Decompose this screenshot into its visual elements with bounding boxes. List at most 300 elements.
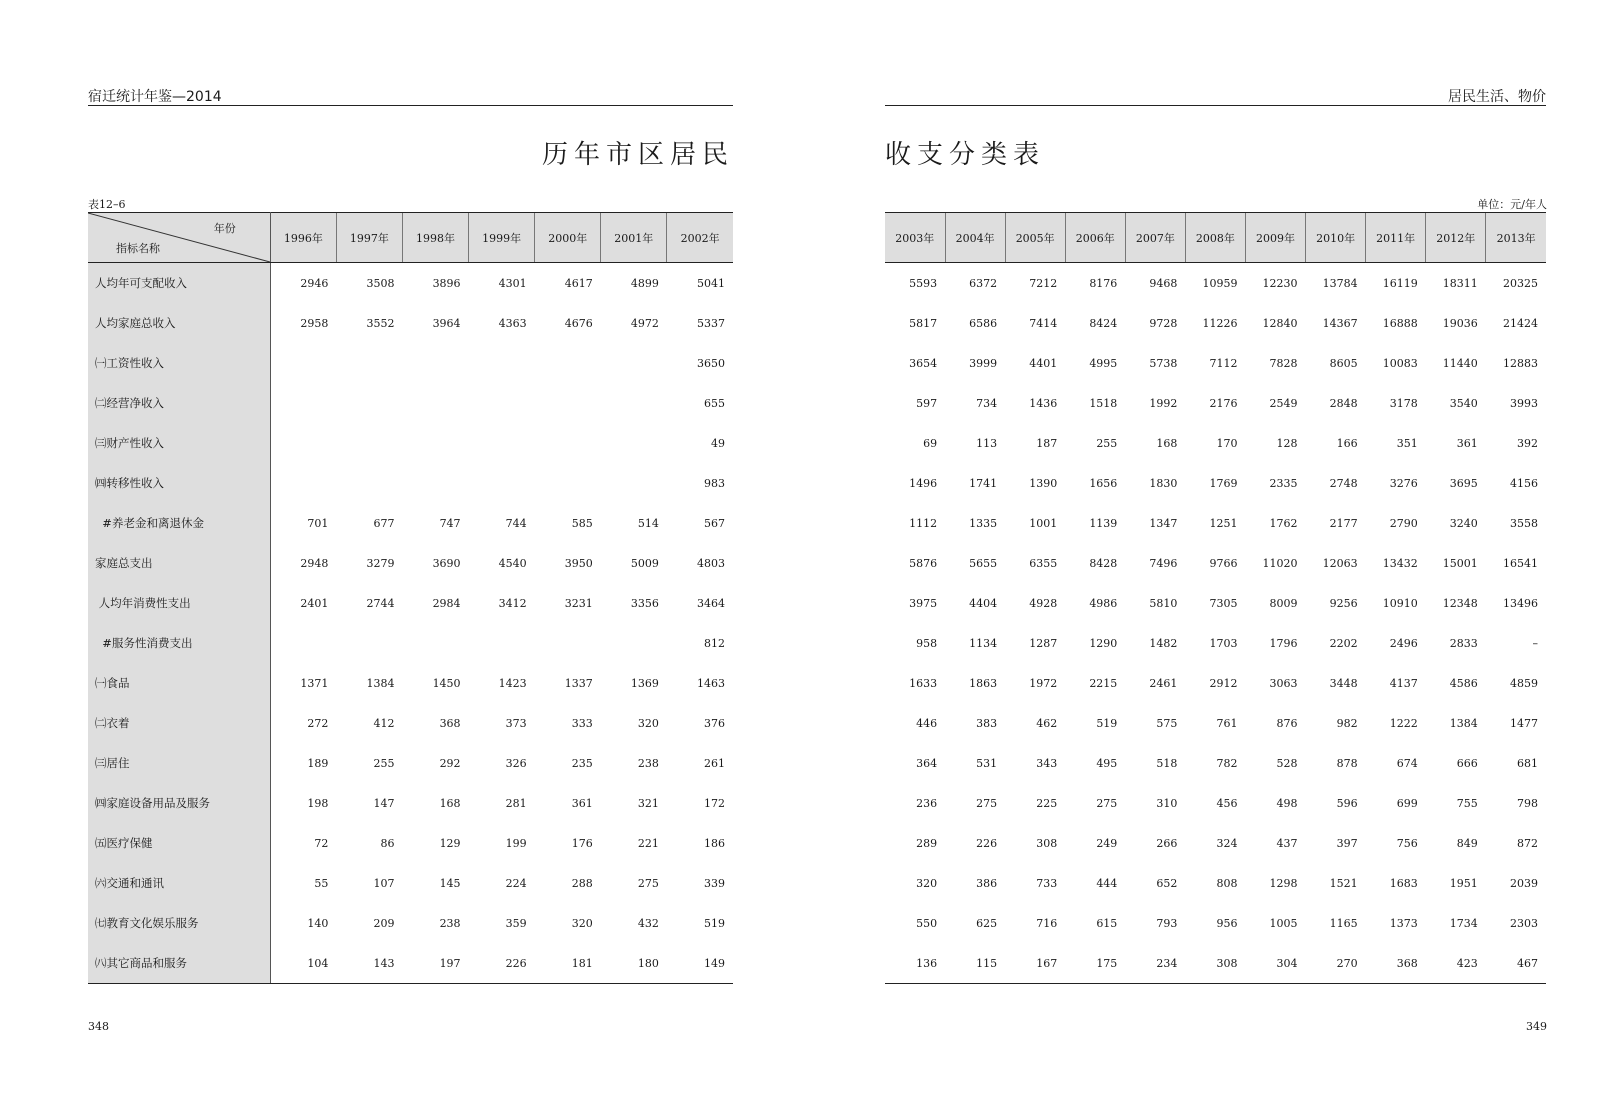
data-cell: 392: [1517, 436, 1538, 450]
table-row: [88, 863, 733, 903]
data-cell: 2948: [300, 556, 329, 570]
data-cell: 9256: [1329, 596, 1358, 610]
data-cell: 1477: [1510, 716, 1538, 730]
data-cell: 615: [1096, 916, 1118, 930]
data-cell: 444: [1096, 876, 1118, 890]
data-cell: [469, 423, 535, 463]
data-cell: 3964: [432, 316, 461, 330]
data-cell: 3412: [498, 596, 527, 610]
data-cell: 383: [976, 716, 998, 730]
data-cell: 495: [1096, 756, 1118, 770]
data-cell: 320: [916, 876, 938, 890]
data-cell: 519: [1096, 716, 1118, 730]
data-cell: 2461: [1149, 676, 1178, 690]
year-header: 2001年: [601, 213, 667, 263]
data-cell: 143: [336, 943, 402, 984]
data-cell: 234: [1125, 943, 1185, 984]
year-header: 1997年: [336, 213, 402, 263]
data-cell: 11020: [1262, 556, 1298, 570]
table-row: [88, 783, 733, 823]
data-cell: 136: [885, 943, 945, 984]
data-cell: 2401: [300, 596, 329, 610]
data-cell: [270, 463, 336, 503]
data-cell: 10910: [1382, 596, 1418, 610]
data-cell: 199: [505, 836, 527, 850]
data-cell: 798: [1517, 796, 1538, 810]
table-row: [885, 463, 1546, 503]
row-label: ㈣家庭设备用品及服务: [88, 783, 270, 823]
data-cell: 8009: [1269, 596, 1298, 610]
running-head-chapter: 居民生活、物价: [1448, 89, 1546, 105]
data-cell: 793: [1156, 916, 1178, 930]
data-cell: 1463: [697, 676, 725, 690]
data-cell: 2946: [300, 276, 329, 290]
data-cell: 107: [373, 876, 395, 890]
data-cell: [601, 343, 667, 383]
year-header: 2013年: [1486, 213, 1546, 263]
data-cell: 15001: [1442, 556, 1478, 570]
data-cell: 12063: [1322, 556, 1358, 570]
data-cell: 2984: [432, 596, 461, 610]
table-row: [88, 263, 733, 304]
data-cell: 808: [1216, 876, 1238, 890]
data-cell: 1112: [909, 516, 938, 530]
right-data-table: [885, 212, 1546, 984]
table-row: [885, 263, 1546, 304]
data-cell: [336, 623, 402, 663]
data-cell: 368: [1366, 943, 1426, 984]
data-cell: 1496: [909, 476, 938, 490]
data-cell: 5337: [697, 316, 725, 330]
data-cell: [535, 423, 601, 463]
data-cell: 1134: [969, 636, 998, 650]
data-cell: 9766: [1209, 556, 1238, 570]
data-cell: 1741: [969, 476, 998, 490]
corner-indicator-label: 指标名称: [116, 242, 160, 255]
data-cell: 956: [1216, 916, 1238, 930]
data-cell: 716: [1036, 916, 1058, 930]
data-cell: 514: [637, 516, 659, 530]
data-cell: 1769: [1209, 476, 1238, 490]
data-cell: 467: [1486, 943, 1546, 984]
data-cell: 575: [1156, 716, 1178, 730]
data-cell: 456: [1216, 796, 1238, 810]
data-cell: 3240: [1449, 516, 1478, 530]
data-cell: 2202: [1329, 636, 1358, 650]
data-cell: 4137: [1389, 676, 1418, 690]
data-cell: 197: [402, 943, 468, 984]
table-row: [885, 703, 1546, 743]
data-cell: 198: [307, 796, 329, 810]
corner-year-label: 年份: [213, 222, 236, 235]
year-header: 2009年: [1245, 213, 1305, 263]
data-cell: 1373: [1389, 916, 1418, 930]
data-cell: 16888: [1382, 316, 1418, 330]
data-cell: 4803: [697, 556, 725, 570]
data-cell: 462: [1036, 716, 1058, 730]
data-cell: 339: [704, 876, 725, 890]
data-cell: 2039: [1510, 876, 1538, 890]
data-cell: 373: [505, 716, 527, 730]
data-cell: 666: [1456, 756, 1478, 770]
data-cell: 1423: [498, 676, 527, 690]
data-cell: 226: [469, 943, 535, 984]
data-cell: 567: [704, 516, 725, 530]
data-cell: 3654: [909, 356, 938, 370]
data-cell: 364: [916, 756, 938, 770]
right-page: [804, 0, 1609, 1099]
data-cell: 1436: [1029, 396, 1058, 410]
data-cell: 16541: [1503, 556, 1538, 570]
year-header: 2005年: [1005, 213, 1065, 263]
data-cell: 167: [1005, 943, 1065, 984]
data-cell: [469, 383, 535, 423]
data-cell: 958: [916, 636, 938, 650]
data-cell: 255: [373, 756, 395, 770]
data-cell: 2176: [1209, 396, 1238, 410]
data-cell: 224: [505, 876, 527, 890]
data-cell: 321: [637, 796, 659, 810]
data-cell: 734: [976, 396, 998, 410]
data-cell: 221: [637, 836, 659, 850]
data-cell: [469, 463, 535, 503]
table-row: [885, 903, 1546, 943]
data-cell: [270, 423, 336, 463]
data-cell: 983: [704, 476, 725, 490]
table-row: [88, 583, 733, 623]
table-row: [885, 783, 1546, 823]
table-row: [88, 943, 733, 984]
data-cell: 326: [505, 756, 527, 770]
data-cell: 2549: [1269, 396, 1298, 410]
data-cell: 225: [1036, 796, 1058, 810]
data-cell: [402, 343, 468, 383]
left-data-table: [88, 212, 733, 984]
data-cell: 49: [711, 436, 725, 450]
data-cell: 1335: [969, 516, 998, 530]
data-cell: 20325: [1503, 276, 1538, 290]
data-cell: 11440: [1442, 356, 1478, 370]
data-cell: 1863: [969, 676, 998, 690]
data-cell: 310: [1156, 796, 1178, 810]
data-cell: 4156: [1510, 476, 1538, 490]
data-cell: 12840: [1262, 316, 1298, 330]
table-row: [885, 743, 1546, 783]
data-cell: 1005: [1269, 916, 1298, 930]
data-cell: [270, 343, 336, 383]
data-cell: [402, 383, 468, 423]
table-row: [88, 823, 733, 863]
data-cell: 1830: [1149, 476, 1178, 490]
table-row: [88, 663, 733, 703]
year-header: 2006年: [1065, 213, 1125, 263]
data-cell: 1633: [909, 676, 938, 690]
data-cell: 5810: [1149, 596, 1178, 610]
row-label: 家庭总支出: [88, 543, 270, 583]
data-cell: 1390: [1029, 476, 1058, 490]
data-cell: 69: [923, 436, 938, 450]
data-cell: 4986: [1089, 596, 1118, 610]
data-cell: 166: [1336, 436, 1358, 450]
table-row: [885, 823, 1546, 863]
row-label: ㈦教育文化娱乐服务: [88, 903, 270, 943]
data-cell: 7305: [1209, 596, 1238, 610]
table-title-part-1: 历年市区居民: [541, 140, 734, 170]
data-cell: 189: [307, 756, 329, 770]
data-cell: 5593: [909, 276, 938, 290]
data-cell: 3690: [432, 556, 461, 570]
data-cell: 275: [976, 796, 998, 810]
data-cell: 3993: [1510, 396, 1538, 410]
data-cell: [535, 343, 601, 383]
row-label: 人均家庭总收入: [88, 303, 270, 343]
data-cell: 115: [945, 943, 1005, 984]
data-cell: 376: [704, 716, 725, 730]
data-cell: 5655: [969, 556, 998, 570]
data-cell: 4676: [564, 316, 593, 330]
data-cell: 1482: [1149, 636, 1178, 650]
data-cell: –: [1532, 636, 1538, 650]
data-cell: 4928: [1029, 596, 1058, 610]
row-label: ㈧其它商品和服务: [88, 943, 270, 984]
row-label: ㈤医疗保健: [88, 823, 270, 863]
row-label: ㈢居住: [88, 743, 270, 783]
row-label: #养老金和离退休金: [88, 503, 270, 543]
data-cell: 4404: [969, 596, 998, 610]
table-row: [88, 903, 733, 943]
data-cell: 550: [916, 916, 938, 930]
data-cell: 699: [1396, 796, 1418, 810]
table-row: [88, 503, 733, 543]
data-cell: 4401: [1029, 356, 1058, 370]
data-cell: 5817: [909, 316, 938, 330]
data-cell: 3695: [1449, 476, 1478, 490]
data-cell: 878: [1336, 756, 1358, 770]
data-cell: 1521: [1329, 876, 1358, 890]
data-cell: 1703: [1209, 636, 1238, 650]
year-header: 2007年: [1125, 213, 1185, 263]
data-cell: 876: [1276, 716, 1298, 730]
data-cell: 19036: [1442, 316, 1478, 330]
data-cell: 368: [439, 716, 461, 730]
data-cell: 677: [373, 516, 395, 530]
data-cell: 1298: [1269, 876, 1298, 890]
data-cell: 10083: [1382, 356, 1418, 370]
data-cell: 1165: [1329, 916, 1358, 930]
data-cell: 3276: [1389, 476, 1418, 490]
data-cell: 1001: [1029, 516, 1058, 530]
data-cell: 261: [704, 756, 725, 770]
data-cell: 596: [1336, 796, 1358, 810]
data-cell: 168: [439, 796, 461, 810]
data-cell: 324: [1216, 836, 1238, 850]
row-label: ㈣转移性收入: [88, 463, 270, 503]
data-cell: 1796: [1269, 636, 1298, 650]
data-cell: 209: [373, 916, 395, 930]
page-number: 348: [88, 1020, 109, 1033]
data-cell: 1734: [1449, 916, 1478, 930]
data-cell: 16119: [1382, 276, 1418, 290]
data-cell: [601, 383, 667, 423]
row-label: ㈥交通和通讯: [88, 863, 270, 903]
data-cell: 4899: [630, 276, 659, 290]
data-cell: 761: [1216, 716, 1238, 730]
data-cell: 333: [571, 716, 593, 730]
data-cell: 266: [1156, 836, 1178, 850]
row-label: #服务性消费支出: [88, 623, 270, 663]
data-cell: 128: [1276, 436, 1298, 450]
data-cell: 104: [270, 943, 336, 984]
data-cell: 4859: [1510, 676, 1538, 690]
data-cell: 255: [1096, 436, 1118, 450]
data-cell: 5009: [630, 556, 659, 570]
data-cell: 681: [1517, 756, 1538, 770]
data-cell: 652: [1156, 876, 1178, 890]
table-row: [88, 543, 733, 583]
data-cell: 432: [637, 916, 659, 930]
year-header: 2011年: [1366, 213, 1426, 263]
data-cell: [535, 383, 601, 423]
data-cell: 4301: [498, 276, 527, 290]
data-cell: 3975: [909, 596, 938, 610]
data-cell: 1992: [1149, 396, 1178, 410]
table-row: [88, 623, 733, 663]
data-cell: 3508: [366, 276, 395, 290]
data-cell: 1518: [1089, 396, 1118, 410]
data-cell: 21424: [1503, 316, 1538, 330]
data-cell: 9468: [1149, 276, 1178, 290]
data-cell: [270, 383, 336, 423]
data-cell: 1347: [1149, 516, 1178, 530]
data-cell: 7496: [1149, 556, 1178, 570]
data-cell: 2177: [1329, 516, 1358, 530]
table-row: [885, 863, 1546, 903]
data-cell: 3279: [366, 556, 395, 570]
data-cell: 755: [1456, 796, 1478, 810]
table-row: [885, 663, 1546, 703]
data-cell: [469, 343, 535, 383]
data-cell: 597: [916, 396, 938, 410]
data-cell: 12230: [1262, 276, 1298, 290]
data-cell: 4363: [498, 316, 527, 330]
header-rule: [885, 105, 1546, 106]
data-cell: 14367: [1322, 316, 1358, 330]
data-cell: 1972: [1029, 676, 1058, 690]
table-row: [88, 383, 733, 423]
table-row: [88, 343, 733, 383]
table-row: [88, 703, 733, 743]
data-cell: 3540: [1449, 396, 1478, 410]
data-cell: 304: [1245, 943, 1305, 984]
data-cell: [402, 623, 468, 663]
data-cell: 625: [976, 916, 998, 930]
data-cell: 13496: [1503, 596, 1538, 610]
data-cell: 3063: [1269, 676, 1298, 690]
table-row: [88, 743, 733, 783]
year-header: 2008年: [1185, 213, 1245, 263]
data-cell: 226: [976, 836, 998, 850]
data-cell: 149: [667, 943, 733, 984]
data-cell: [535, 463, 601, 503]
data-cell: [270, 623, 336, 663]
data-cell: 2744: [366, 596, 395, 610]
data-cell: 181: [535, 943, 601, 984]
data-cell: 343: [1036, 756, 1058, 770]
data-cell: 289: [916, 836, 938, 850]
table-row: [88, 463, 733, 503]
data-cell: 113: [976, 436, 998, 450]
data-cell: 3231: [564, 596, 593, 610]
data-cell: 812: [704, 636, 725, 650]
header-rule: [88, 105, 733, 106]
data-cell: 531: [976, 756, 998, 770]
data-cell: 168: [1156, 436, 1178, 450]
data-cell: 270: [1306, 943, 1366, 984]
data-cell: 3950: [564, 556, 593, 570]
data-cell: 9728: [1149, 316, 1178, 330]
year-header: 2002年: [667, 213, 733, 263]
data-cell: 1222: [1389, 716, 1418, 730]
data-cell: 397: [1336, 836, 1358, 850]
data-cell: 2833: [1449, 636, 1478, 650]
data-cell: 8605: [1329, 356, 1358, 370]
data-cell: 249: [1096, 836, 1118, 850]
table-row: [885, 943, 1546, 984]
data-cell: 412: [373, 716, 395, 730]
row-label: ㈠食品: [88, 663, 270, 703]
data-cell: 782: [1216, 756, 1238, 770]
data-cell: 3896: [432, 276, 461, 290]
row-label: ㈡经营净收入: [88, 383, 270, 423]
data-cell: [601, 423, 667, 463]
data-cell: 172: [704, 796, 725, 810]
data-cell: 733: [1036, 876, 1058, 890]
data-cell: 3178: [1389, 396, 1418, 410]
data-cell: 235: [571, 756, 593, 770]
year-header: 2004年: [945, 213, 1005, 263]
data-cell: 351: [1396, 436, 1418, 450]
year-header: 1996年: [270, 213, 336, 263]
data-cell: 3448: [1329, 676, 1358, 690]
data-cell: 498: [1276, 796, 1298, 810]
year-header: 2010年: [1306, 213, 1366, 263]
data-cell: [469, 623, 535, 663]
data-cell: 701: [307, 516, 329, 530]
data-cell: 3356: [630, 596, 659, 610]
data-cell: [336, 423, 402, 463]
data-cell: [601, 463, 667, 503]
table-row: [885, 583, 1546, 623]
data-cell: 12883: [1503, 356, 1538, 370]
table-row: [885, 423, 1546, 463]
data-cell: 4540: [498, 556, 527, 570]
data-cell: 386: [976, 876, 998, 890]
data-cell: 3552: [366, 316, 395, 330]
data-cell: 170: [1216, 436, 1238, 450]
data-cell: 2303: [1510, 916, 1538, 930]
table-row: [885, 303, 1546, 343]
data-cell: 180: [601, 943, 667, 984]
data-cell: 1337: [564, 676, 593, 690]
data-cell: 2848: [1329, 396, 1358, 410]
table-code: 表12–6: [88, 198, 126, 211]
data-cell: 55: [314, 876, 329, 890]
data-cell: 744: [505, 516, 527, 530]
data-cell: 1683: [1389, 876, 1418, 890]
data-cell: 872: [1517, 836, 1538, 850]
data-cell: 4972: [630, 316, 659, 330]
data-cell: 528: [1276, 756, 1298, 770]
